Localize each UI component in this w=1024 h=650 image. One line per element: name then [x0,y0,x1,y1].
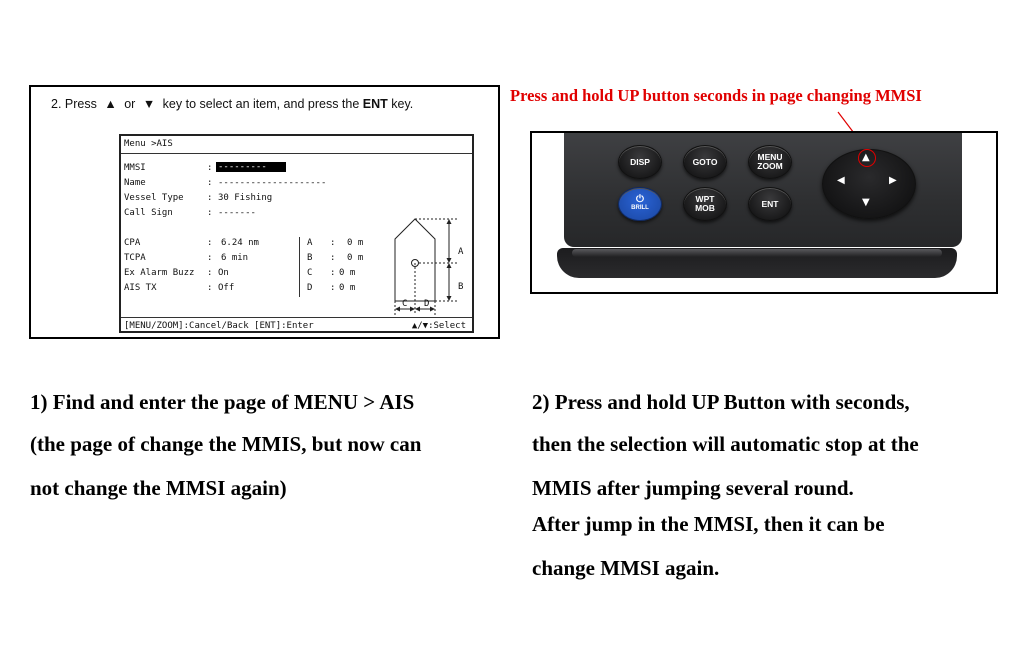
right-arrow-icon[interactable]: ▶ [889,175,897,186]
instruction-press: 2. Press [51,97,97,111]
colon: : [207,163,213,173]
colon: : [330,283,336,293]
colon: : [330,253,336,263]
name-label: Name [124,178,146,188]
ent-key[interactable]: ENT [748,187,792,221]
instruction-ent-key: ENT [362,97,388,111]
lcd-footer-select-hint: ▲/▼:Select [411,321,466,331]
down-arrow-icon[interactable]: ▼ [862,197,870,208]
colon: : [207,268,213,278]
step1-line1: 1) Find and enter the page of MENU > AIS [30,390,415,414]
dim-c-value[interactable]: 0 m [339,268,356,278]
dim-c-label: C [307,268,313,278]
power-icon: ⏻ [636,194,644,205]
dim-d-value[interactable]: 0 m [339,283,356,293]
wpt-mob-key[interactable]: WPT MOB [683,187,727,221]
dim-b-label: B [307,253,313,263]
lcd-header: Menu >AIS [124,139,173,149]
name-value[interactable]: -------------------- [218,178,327,188]
colon: : [207,193,213,203]
tcpa-label: TCPA [124,253,146,263]
dim-b-value[interactable]: 0 m [347,253,364,263]
call-sign-value[interactable]: ------- [218,208,256,218]
step2-line2: then the selection will automatic stop at the [532,432,919,456]
up-arrow-icon: ▲ [104,97,117,111]
ex-alarm-label: Ex Alarm Buzz [124,268,195,278]
diagram-label-b: B [458,282,464,292]
tcpa-value[interactable]: 6 min [221,253,249,263]
step1-line2: (the page of change the MMIS, but now can [30,432,422,456]
instruction-or: or [124,97,136,111]
dim-a-label: A [307,238,313,248]
vessel-type-value[interactable]: 30 Fishing [218,193,273,203]
colon: : [207,238,213,248]
down-arrow-icon: ▼ [142,97,156,111]
left-arrow-icon[interactable]: ◀ [837,175,845,186]
mmsi-value-selected[interactable]: --------- [216,162,286,172]
menu-zoom-key[interactable]: MENU ZOOM [748,145,792,179]
colon: : [207,208,213,218]
dim-a-value[interactable]: 0 m [347,238,364,248]
step2-line1: 2) Press and hold UP Button with seconds, [532,390,910,414]
step2-line3: MMIS after jumping several round. [532,476,854,500]
cpa-label: CPA [124,238,141,248]
diagram-label-d: D [424,299,430,309]
device-bezel-shine [572,249,942,257]
goto-key[interactable]: GOTO [683,145,727,179]
diagram-label-a: A [458,247,464,257]
disp-key[interactable]: DISP [618,145,662,179]
diagram-label-c: C [402,299,408,309]
step2-line5: change MMSI again. [532,556,720,580]
cpa-value[interactable]: 6.24 nm [221,238,259,248]
power-brill-key[interactable]: ⏻ BRILL [618,187,662,221]
colon: : [207,253,213,263]
colon: : [330,238,336,248]
up-button-highlight-ring [858,149,876,167]
step1-line3: not change the MMSI again) [30,476,287,500]
ais-tx-label: AIS TX [124,283,157,293]
colon: : [330,268,336,278]
step2-line4: After jump in the MMSI, then it can be [532,512,885,536]
device-caption: Press and hold UP button seconds in page changing MMSI [510,86,922,105]
lcd-footer-hint: [MENU/ZOOM]:Cancel/Back [ENT]:Enter [124,321,314,331]
ex-alarm-value[interactable]: On [218,268,229,278]
call-sign-label: Call Sign [124,208,173,218]
colon: : [207,283,213,293]
colon: : [207,178,213,188]
mmsi-label: MMSI [124,163,146,173]
vessel-type-label: Vessel Type [124,193,184,203]
up-arrow-icon[interactable]: ▲ [862,152,870,163]
dim-d-label: D [307,283,313,293]
ais-tx-value[interactable]: Off [218,283,235,293]
device-photo-panel [530,131,998,294]
instruction-mid: key to select an item, and press the [162,97,360,111]
instruction-suffix: key. [391,97,414,111]
